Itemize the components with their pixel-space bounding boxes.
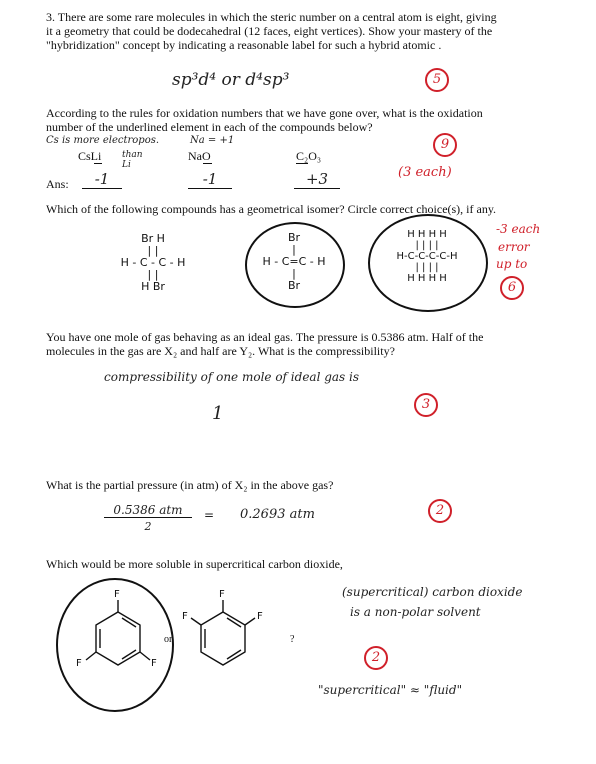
gas-line1: You have one mole of gas behaving as an ideal gas. The pressure is 0.5386 atm. Half of the xyxy=(46,330,484,344)
s1-row5: H Br xyxy=(141,280,165,293)
q3-line1: There are some rare molecules in which the steric number on a central atom is eight, giving xyxy=(57,10,497,24)
bond-f-left xyxy=(86,652,96,660)
trifluorobenzene-ortho-ring xyxy=(191,600,255,665)
q3-line3: "hybridization" concept by indicating a reasonable label for such a hybrid atomic . xyxy=(46,38,442,52)
ox-answer-1: -1 xyxy=(82,170,122,189)
bond-f-right xyxy=(140,652,150,660)
solubility-question: Which would be more soluble in supercritical carbon dioxide, xyxy=(46,557,343,571)
q3-answer: sp³d⁴ or d⁴sp³ xyxy=(172,70,290,90)
partial-score: 2 xyxy=(428,499,452,523)
trifluorobenzene-ring xyxy=(86,600,150,665)
s3-row2: | | | | xyxy=(415,240,439,251)
bond-f2-right xyxy=(245,618,255,625)
q3-number: 3. xyxy=(46,10,55,24)
partial-question: What is the partial pressure (in atm) of X₂ in the above gas? xyxy=(46,478,334,492)
s3-row1: H H H H xyxy=(407,229,447,240)
s2-row4: | xyxy=(292,267,296,280)
s1-row4: | | xyxy=(147,268,159,281)
f-label-4: F xyxy=(219,589,225,600)
isomer-note1: -3 each xyxy=(496,222,541,236)
solubility-note3: "supercritical" ≈ "fluid" xyxy=(318,683,463,697)
s3-row5: H H H H xyxy=(407,273,447,284)
ox-note-cs: Cs is more electropos. xyxy=(46,135,160,146)
isomer-note2: error xyxy=(498,240,530,254)
s1-row1: Br H xyxy=(141,232,165,245)
isomer-score: 6 xyxy=(500,276,524,300)
s3-row3: H-C-C-C-C-H xyxy=(396,251,458,262)
q3-line2: it a geometry that could be dodecahedral (12 faces, eight vertices). Show your mastery of the xyxy=(46,24,493,38)
s1-row3: H - C - C - H xyxy=(120,256,186,269)
gas-score: 3 xyxy=(414,393,438,417)
partial-equals: = xyxy=(204,508,215,522)
ox-compound-3: C₂O₃ xyxy=(296,149,322,163)
f-label-3: F xyxy=(76,658,82,669)
f-label-5: F xyxy=(182,611,188,622)
gas-line2: molecules in the gas are X₂ and half are Y₂. What is the compressibility? xyxy=(46,344,395,358)
partial-denominator: 2 xyxy=(144,520,152,533)
ox-each: (3 each) xyxy=(398,165,452,180)
s2-row3: H - C=C - H xyxy=(262,255,326,268)
gas-answer-value: 1 xyxy=(212,403,224,424)
ox-compound-2: NaO xyxy=(188,149,211,163)
partial-numerator: 0.5386 atm xyxy=(104,503,192,518)
ox-compound-1: CsLi xyxy=(78,149,102,163)
partial-result: 0.2693 atm xyxy=(240,507,315,522)
ox-answer-2: -1 xyxy=(188,170,232,189)
solubility-note1: (supercritical) carbon dioxide xyxy=(342,585,523,599)
ox-score: 9 xyxy=(433,133,457,157)
ox-line2: number of the underlined element in each of the compounds below? xyxy=(46,120,373,134)
bond-f2-left xyxy=(191,618,201,625)
ox-answer-3: +3 xyxy=(294,170,340,189)
isomer-note3: up to xyxy=(496,257,528,271)
q3-score: 5 xyxy=(425,68,449,92)
solubility-or: or xyxy=(164,634,173,645)
s2-row1: Br xyxy=(287,231,301,244)
solubility-note2: is a non-polar solvent xyxy=(350,605,481,619)
solubility-qmark: ? xyxy=(290,634,295,645)
ox-note-than: than Li xyxy=(122,150,143,170)
ox-line1: According to the rules for oxidation numbers that we have gone over, what is the oxidation xyxy=(46,106,483,120)
isomer-question: Which of the following compounds has a geometrical isomer? Circle correct choice(s), if any. xyxy=(46,202,497,216)
solubility-score: 2 xyxy=(364,646,388,670)
gas-answer-text: compressibility of one mole of ideal gas is xyxy=(104,370,360,384)
f-label-2: F xyxy=(151,658,157,669)
s1-row2: | | xyxy=(147,244,159,257)
ox-ans-label: Ans: xyxy=(46,177,69,191)
s3-row4: | | | | xyxy=(415,262,439,273)
f-label-6: F xyxy=(257,611,263,622)
f-label-1: F xyxy=(114,589,120,600)
s2-row5: Br xyxy=(287,279,301,292)
ox-note-na: Na = +1 xyxy=(190,135,235,146)
s2-row2: | xyxy=(292,243,296,256)
